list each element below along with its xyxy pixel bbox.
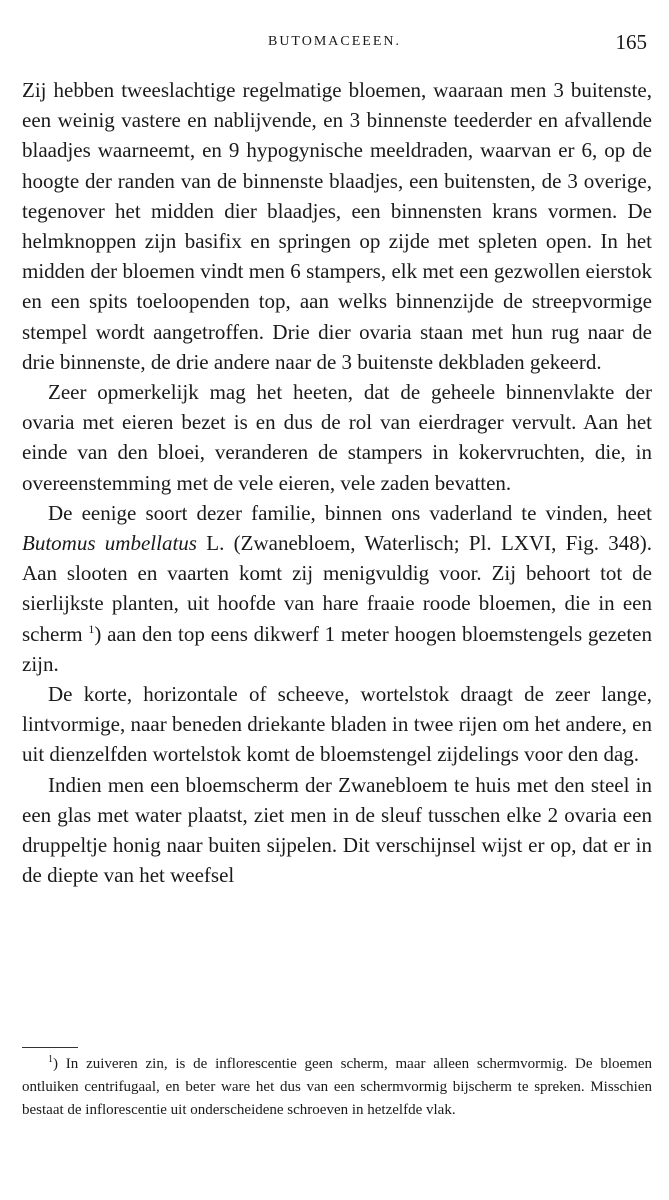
running-head: [0, 30, 669, 54]
page-number: 165: [615, 30, 647, 54]
footnote-1: [22, 1053, 652, 1122]
footnote-reference[interactable]: 1: [88, 621, 95, 636]
paragraph-3-start: De eenige soort dezer familie, binnen ons vaderland te vinden, heet: [48, 500, 652, 525]
paragraph-4: De korte, horizontale of scheeve, wortelstok draagt de zeer lange, lintvormige, naar beneden driekante bladen in twee rijen om het andere, en uit dienzelfden wortelstok komt de bloemstengel zijdelings voor den dag.: [22, 682, 652, 767]
running-title: BUTOMACEEEN.: [267, 34, 402, 49]
species-name: Butomus umbellatus: [22, 531, 197, 556]
paragraph-1: Zij hebben tweeslachtige regelmatige bloemen, waaraan men 3 buitenste, een weinig vastere en nablijvende, en 3 binnenste teederder en afvallende blaadjes waarneemt, en 9 hypogynische meeldraden, waarvan er 6, op de hoogte der randen van de binnenste blaadjes, een buitensten, de 3 overige, tegenover het midden dier blaadjes, een binnensten krans vormen. De helmknoppen zijn basifix en springen op zijde met spleten open. In het midden der bloemen vindt men 6 stampers, elk met een gezwollen eierstok en een spits toeloopenden top, aan welks binnenzijde de streepvormige stempel wordt aangetroffen. Drie dier ovaria staan met hun rug naar de drie binnenste, de drie andere naar de 3 buitenste dekbladen gekeerd.: [22, 78, 652, 374]
paragraph-5: Indien men een bloemscherm der Zwanebloem te huis met den steel in een glas met water plaatst, ziet men in de sleuf tusschen elke 2 ovaria een druppeltje honig naar buiten sijpelen. Dit verschijnsel wijst er op, dat er in de diepte van het weefsel: [22, 772, 652, 888]
footnote-marker: 1: [48, 1054, 53, 1065]
footnotes: [22, 1053, 652, 1122]
footnote-text: ) In zuiveren zin, is de inflorescentie geen scherm, maar alleen schermvormig. De bloemen ontluiken centrifugaal, en beter ware het dus van een schermvormig bijscherm te spreken. Misschien bestaat de inflorescentie uit onderscheidene schroeven in hetzelfde vlak.: [22, 1056, 652, 1118]
paragraph-3: [22, 498, 652, 679]
paragraph-3-end: ) aan den top eens dikwerf 1 meter hoogen bloemstengels gezeten zijn.: [22, 621, 652, 676]
paragraph-3-middle: L. (Zwanebloem, Waterlisch; Pl. LXVI, Fig. 348). Aan slooten en vaarten komt zij menigvuldig voor. Zij behoort tot de sierlijkste planten, uit hoofde van hare fraaie roode bloemen, die in een scherm: [22, 531, 653, 646]
paragraph-2: Zeer opmerkelijk mag het heeten, dat de geheele binnenvlakte der ovaria met eieren bezet is en dus de rol van eierdrager vervult. Aan het einde van den bloei, veranderen de stampers in kokervruchten, die, in overeenstemming met de vele eieren, vele zaden bevatten.: [22, 380, 652, 495]
footnote-divider: [22, 1047, 78, 1048]
body-text: [22, 75, 652, 890]
